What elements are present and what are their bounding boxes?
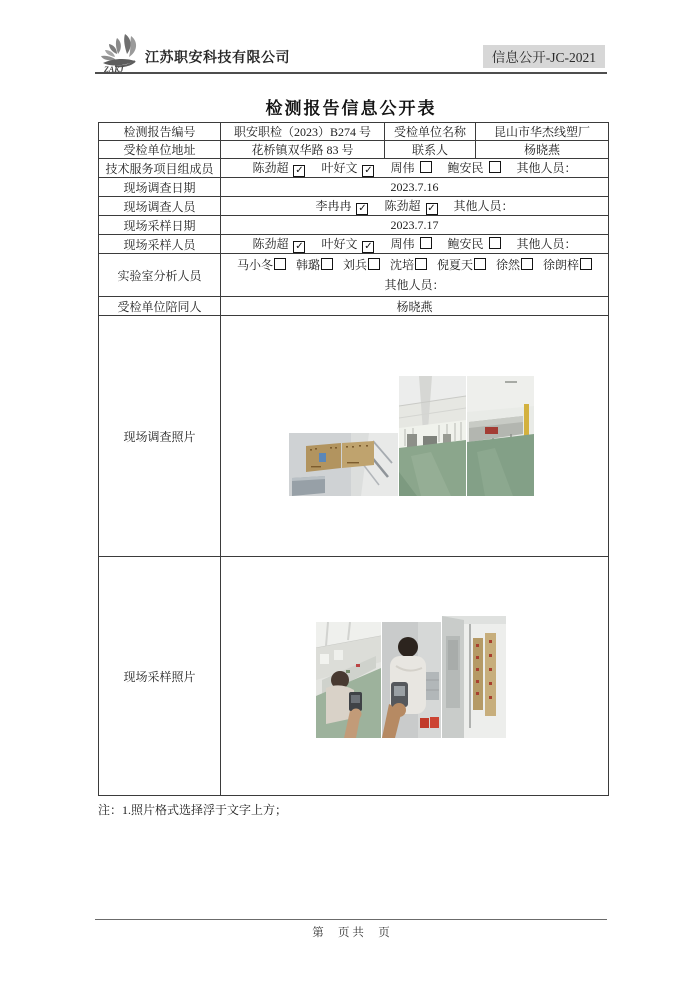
table-row	[99, 159, 609, 178]
member-item: 鲍安民	[448, 161, 501, 175]
footer-page-number: 第 页 共 页	[312, 927, 390, 939]
company-name: 江苏职安科技有限公司	[145, 49, 290, 65]
checkbox-unchecked	[420, 237, 432, 249]
checkbox-unchecked	[420, 161, 432, 173]
other-staff-label: 其他人员：	[516, 161, 577, 175]
checkbox-checked: ✓	[295, 165, 304, 176]
accompany-value: 杨晓燕	[221, 297, 609, 316]
survey-staff-label: 现场调查人员	[99, 197, 221, 216]
table-row	[99, 254, 609, 297]
other-staff-label: 其他人员：	[516, 237, 577, 251]
member-item: 陈劲超 ✓	[252, 237, 304, 252]
sampling-staff-members	[221, 235, 609, 254]
lab-staff-label: 实验室分析人员	[99, 254, 221, 297]
doc-code-badge: 信息公开-JC-2021	[483, 45, 605, 68]
table-row	[99, 197, 609, 216]
table-row	[99, 141, 609, 159]
member-item: 马小冬	[237, 258, 286, 272]
page-header	[95, 28, 607, 74]
lab-staff-line1	[223, 255, 606, 275]
member-item: 倪夏天	[437, 258, 486, 272]
checkbox-unchecked	[321, 258, 333, 270]
survey-date-label: 现场调查日期	[99, 178, 221, 197]
photo-device-reading	[382, 622, 441, 738]
member-item: 叶好文 ✓	[321, 237, 373, 252]
member-item: 徐朗梓	[543, 258, 592, 272]
member-item: 陈劲超 ✓	[384, 199, 436, 214]
page-title: 检测报告信息公开表	[265, 99, 437, 118]
member-item: 韩璐	[296, 258, 333, 272]
member-item: 叶好文 ✓	[321, 161, 373, 176]
photo-workshop-interior	[399, 376, 466, 496]
survey-photos-label: 现场调查照片	[99, 316, 221, 557]
member-item: 沈培	[390, 258, 427, 272]
photo-sampling-worker	[316, 622, 381, 738]
member-item: 陈劲超 ✓	[252, 161, 304, 176]
table-row	[99, 235, 609, 254]
table-row-survey-photos	[99, 316, 609, 557]
survey-staff-members	[221, 197, 609, 216]
table-row-sampling-photos	[99, 557, 609, 796]
contact-label: 联系人	[385, 141, 476, 159]
photo-plaque-wall	[289, 433, 398, 496]
checkbox-checked: ✓	[364, 241, 373, 252]
sampling-photos-label: 现场采样照片	[99, 557, 221, 796]
table-row	[99, 216, 609, 235]
lab-staff-line2: 其他人员：	[384, 278, 445, 292]
tech-team-label: 技术服务项目组成员	[99, 159, 221, 178]
checkbox-unchecked	[489, 237, 501, 249]
checkbox-checked: ✓	[295, 241, 304, 252]
disclosure-form-table	[98, 122, 609, 796]
footnote: 注：1.照片格式选择浮于文字上方；	[98, 803, 288, 817]
checkbox-unchecked	[580, 258, 592, 270]
survey-date-value: 2023.7.16	[221, 178, 609, 197]
unit-name-value: 昆山市华杰线塑厂	[476, 123, 609, 141]
member-item: 周伟	[390, 237, 431, 251]
member-item: 徐然	[496, 258, 533, 272]
checkbox-checked: ✓	[427, 203, 436, 214]
sampling-staff-label: 现场采样人员	[99, 235, 221, 254]
lab-staff-members	[221, 254, 609, 297]
report-no-label: 检测报告编号	[99, 123, 221, 141]
accompany-label: 受检单位陪同人	[99, 297, 221, 316]
other-staff-label: 其他人员：	[453, 199, 514, 213]
checkbox-unchecked	[415, 258, 427, 270]
photo-entrance-plaques	[442, 616, 506, 738]
checkbox-unchecked	[489, 161, 501, 173]
checkbox-checked: ✓	[364, 165, 373, 176]
unit-addr-value: 花桥镇双华路 83 号	[221, 141, 385, 159]
sampling-date-label: 现场采样日期	[99, 216, 221, 235]
table-row	[99, 297, 609, 316]
unit-name-label: 受检单位名称	[385, 123, 476, 141]
survey-photos-cell	[221, 316, 609, 557]
checkbox-unchecked	[521, 258, 533, 270]
checkbox-unchecked	[474, 258, 486, 270]
table-row	[99, 123, 609, 141]
sampling-photos-cell	[221, 557, 609, 796]
unit-addr-label: 受检单位地址	[99, 141, 221, 159]
checkbox-unchecked	[274, 258, 286, 270]
photo-production-line	[467, 376, 534, 496]
table-row	[99, 178, 609, 197]
tech-team-members	[221, 159, 609, 178]
member-item: 鲍安民	[448, 237, 501, 251]
member-item: 周伟	[390, 161, 431, 175]
contact-value: 杨晓燕	[476, 141, 609, 159]
footer-divider	[95, 919, 607, 920]
sampling-date-value: 2023.7.17	[221, 216, 609, 235]
company-logo-icon	[95, 30, 149, 74]
checkbox-checked: ✓	[358, 203, 367, 214]
member-item: 李冉冉 ✓	[315, 199, 367, 214]
report-no-value: 职安职检（2023）B274 号	[221, 123, 385, 141]
checkbox-unchecked	[368, 258, 380, 270]
logo-zakj-text: ZAKJ	[104, 65, 124, 74]
member-item: 刘兵	[343, 258, 380, 272]
